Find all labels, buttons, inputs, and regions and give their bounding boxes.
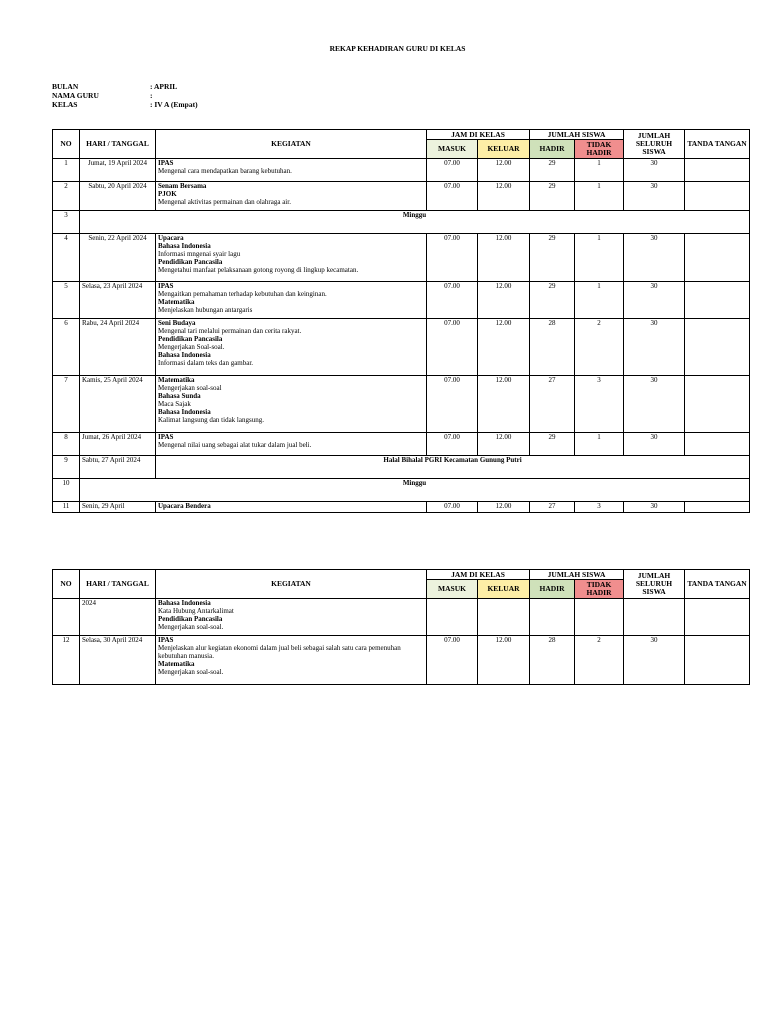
row-total-siswa: 30 (624, 319, 685, 376)
activity-description: Kata Hubung Antarkalimat (158, 607, 234, 615)
row-tidak-hadir: 1 (575, 282, 624, 319)
row-number: 9 (53, 456, 80, 479)
row-hadir: 27 (530, 502, 575, 513)
row-number: 1 (53, 159, 80, 182)
row-total-siswa: 30 (624, 502, 685, 513)
row-date: Sabtu, 27 April 2024 (80, 456, 156, 479)
row-hadir: 28 (530, 636, 575, 685)
row-hadir: 29 (530, 433, 575, 456)
row-signature (685, 636, 750, 685)
activity-description: Informasi dalam teks dan gambar. (158, 359, 254, 367)
row-hadir: 29 (530, 234, 575, 282)
row-hadir: 28 (530, 319, 575, 376)
row-total-siswa: 30 (624, 159, 685, 182)
table-body (53, 159, 750, 513)
subject-name: Matematika (158, 376, 195, 384)
row-masuk: 07.00 (427, 502, 478, 513)
header-jumlah-siswa: JUMLAH SISWA (530, 570, 624, 580)
activity-description: Menjelaskan alur kegiatan ekonomi dalam jual beli sebagai salah satu cara pemenuhan kebutuhan manusia. (158, 644, 401, 660)
table-body (53, 599, 750, 685)
row-number: 6 (53, 319, 80, 376)
row-masuk: 07.00 (427, 182, 478, 211)
activity-description: Kalimat langsung dan tidak langsung. (158, 416, 264, 424)
row-number: 7 (53, 376, 80, 433)
row-date: Senin, 29 April (80, 502, 156, 513)
row-number: 8 (53, 433, 80, 456)
meta-value: : IV A (Empat) (150, 100, 198, 109)
row-number (53, 599, 80, 636)
row-signature (685, 182, 750, 211)
row-keluar: 12.00 (478, 376, 530, 433)
row-total-siswa: 30 (624, 282, 685, 319)
row-keluar: 12.00 (478, 282, 530, 319)
row-signature (685, 433, 750, 456)
row-signature (685, 282, 750, 319)
activity-description: Menjelaskan hubungan antargaris (158, 306, 253, 314)
row-date: Jumat, 19 April 2024 (80, 159, 156, 182)
subject-name: Pendidikan Pancasila (158, 258, 223, 266)
subject-name: IPAS (158, 159, 174, 167)
header-kegiatan: KEGIATAN (156, 130, 427, 159)
activity-description: Mengerjakan soal-soal (158, 384, 222, 392)
table-row (53, 211, 750, 234)
subject-name: Bahasa Indonesia (158, 599, 211, 607)
row-keluar: 12.00 (478, 182, 530, 211)
subject-name: Senam Bersama (158, 182, 207, 190)
row-masuk: 07.00 (427, 319, 478, 376)
table-header (53, 130, 750, 159)
meta-row-kelas (52, 100, 198, 109)
subject-name: Upacara (158, 234, 184, 242)
table-row (53, 234, 750, 282)
activity-description: Mengenal cara mendapatkan barang kebutuhan. (158, 167, 292, 175)
header-no: NO (53, 570, 80, 599)
row-activities (156, 159, 427, 182)
row-total-siswa: 30 (624, 636, 685, 685)
subject-name: Bahasa Indonesia (158, 408, 211, 416)
row-number: 11 (53, 502, 80, 513)
row-number: 4 (53, 234, 80, 282)
subject-name: IPAS (158, 636, 174, 644)
row-signature (685, 319, 750, 376)
row-number: 5 (53, 282, 80, 319)
row-activities (156, 376, 427, 433)
row-keluar: 12.00 (478, 159, 530, 182)
row-date: Selasa, 23 April 2024 (80, 282, 156, 319)
row-number: 3 (53, 211, 80, 234)
row-hadir: 27 (530, 376, 575, 433)
row-activities (156, 234, 427, 282)
row-number: 2 (53, 182, 80, 211)
row-tidak-hadir: 3 (575, 376, 624, 433)
row-date: Jumat, 26 April 2024 (80, 433, 156, 456)
activity-description: Mengetahui manfaat pelaksanaan gotong royong di lingkup kecamatan. (158, 266, 359, 274)
subject-name: Pendidikan Pancasila (158, 615, 223, 623)
subject-name: Seni Budaya (158, 319, 196, 327)
header-kegiatan: KEGIATAN (156, 570, 427, 599)
table-row (53, 433, 750, 456)
subject-name: Matematika (158, 298, 195, 306)
table-row (53, 456, 750, 479)
header-hadir: HADIR (530, 580, 575, 599)
row-activities (156, 599, 427, 636)
document-title: REKAP KEHADIRAN GURU DI KELAS (329, 44, 466, 53)
meta-label: BULAN (52, 82, 79, 91)
row-activities (156, 433, 427, 456)
row-keluar: 12.00 (478, 636, 530, 685)
row-masuk: 07.00 (427, 234, 478, 282)
row-tidak-hadir (575, 599, 624, 636)
activity-description: Mengenal tari melalui permainan dan cerita rakyat. (158, 327, 302, 335)
subject-name: Pendidikan Pancasila (158, 335, 223, 343)
table-row (53, 182, 750, 211)
activity-description: Mengaitkan pemahaman terhadap kebutuhan dan keinginan. (158, 290, 327, 298)
row-date: Kamis, 25 April 2024 (80, 376, 156, 433)
row-date: 2024 (80, 599, 156, 636)
activity-description: Mengenal aktivitas permainan dan olahraga air. (158, 198, 291, 206)
header-tanda-tangan: TANDA TANGAN (685, 570, 750, 599)
header-tidak-hadir: TIDAK HADIR (575, 140, 624, 159)
row-activities (156, 502, 427, 513)
meta-row-bulan (52, 82, 198, 91)
row-note: Halal Bihalal PGRI Kecamatan Gunung Putri (156, 456, 750, 479)
row-keluar: 12.00 (478, 433, 530, 456)
row-tidak-hadir: 1 (575, 159, 624, 182)
row-hadir: 29 (530, 159, 575, 182)
header-masuk: MASUK (427, 140, 478, 159)
table-header (53, 570, 750, 599)
table-row (53, 636, 750, 685)
header-keluar: KELUAR (478, 140, 530, 159)
document-meta (52, 82, 198, 109)
activity-description: Mengerjakan soal-soal. (158, 668, 224, 676)
table-row (53, 282, 750, 319)
subject-name: IPAS (158, 433, 174, 441)
activity-description: Mengerjakan soal-soal. (158, 623, 224, 631)
row-date: Senin, 22 April 2024 (80, 234, 156, 282)
meta-value: : (150, 91, 153, 100)
attendance-table-page-1 (52, 129, 750, 513)
row-keluar: 12.00 (478, 234, 530, 282)
row-masuk (427, 599, 478, 636)
activity-description: Mengerjakan Soal-soal. (158, 343, 225, 351)
subject-name: Matematika (158, 660, 195, 668)
row-hadir (530, 599, 575, 636)
subject-name: IPAS (158, 282, 174, 290)
row-activities (156, 636, 427, 685)
row-signature (685, 502, 750, 513)
meta-value: : APRIL (150, 82, 178, 91)
header-no: NO (53, 130, 80, 159)
row-number: 10 (53, 479, 80, 502)
subject-name: PJOK (158, 190, 177, 198)
activity-description: Mengenal nilai uang sebagai alat tukar dalam jual beli. (158, 441, 312, 449)
row-signature (685, 376, 750, 433)
row-tidak-hadir: 1 (575, 234, 624, 282)
row-tidak-hadir: 2 (575, 636, 624, 685)
row-signature (685, 159, 750, 182)
row-tidak-hadir: 1 (575, 182, 624, 211)
row-keluar: 12.00 (478, 502, 530, 513)
row-date: Selasa, 30 April 2024 (80, 636, 156, 685)
header-hari-tanggal: HARI / TANGGAL (80, 570, 156, 599)
row-signature (685, 599, 750, 636)
row-hadir: 29 (530, 282, 575, 319)
meta-label: KELAS (52, 100, 78, 109)
header-tanda-tangan: TANDA TANGAN (685, 130, 750, 159)
activity-description: Maca Sajak (158, 400, 191, 408)
row-activities (156, 319, 427, 376)
row-masuk: 07.00 (427, 433, 478, 456)
attendance-table-page-2 (52, 569, 750, 685)
row-total-siswa (624, 599, 685, 636)
table-row (53, 376, 750, 433)
header-jam-di-kelas: JAM DI KELAS (427, 570, 530, 580)
row-tidak-hadir: 3 (575, 502, 624, 513)
header-masuk: MASUK (427, 580, 478, 599)
subject-name: Bahasa Indonesia (158, 242, 211, 250)
row-hadir: 29 (530, 182, 575, 211)
row-masuk: 07.00 (427, 159, 478, 182)
row-activities (156, 282, 427, 319)
row-total-siswa: 30 (624, 234, 685, 282)
row-date: Sabtu, 20 April 2024 (80, 182, 156, 211)
meta-row-nama-guru (52, 91, 198, 100)
table-row (53, 159, 750, 182)
row-date: Rabu, 24 April 2024 (80, 319, 156, 376)
row-total-siswa: 30 (624, 182, 685, 211)
row-tidak-hadir: 1 (575, 433, 624, 456)
subject-name: Bahasa Indonesia (158, 351, 211, 359)
row-note: Minggu (80, 479, 750, 502)
subject-name: Upacara Bendera (158, 502, 211, 510)
row-masuk: 07.00 (427, 376, 478, 433)
row-number: 12 (53, 636, 80, 685)
row-masuk: 07.00 (427, 282, 478, 319)
row-keluar (478, 599, 530, 636)
activity-description: Informasi mngenai syair lagu (158, 250, 241, 258)
header-hari-tanggal: HARI / TANGGAL (80, 130, 156, 159)
table-row (53, 502, 750, 513)
subject-name: Bahasa Sunda (158, 392, 201, 400)
header-jumlah-seluruh-siswa: JUMLAH SELURUH SISWA (624, 570, 685, 599)
header-jumlah-siswa: JUMLAH SISWA (530, 130, 624, 140)
row-activities (156, 182, 427, 211)
header-tidak-hadir: TIDAK HADIR (575, 580, 624, 599)
row-keluar: 12.00 (478, 319, 530, 376)
header-hadir: HADIR (530, 140, 575, 159)
table-row (53, 599, 750, 636)
header-keluar: KELUAR (478, 580, 530, 599)
row-total-siswa: 30 (624, 433, 685, 456)
header-jumlah-seluruh-siswa: JUMLAH SELURUH SISWA (624, 130, 685, 159)
header-jam-di-kelas: JAM DI KELAS (427, 130, 530, 140)
table-row (53, 319, 750, 376)
row-total-siswa: 30 (624, 376, 685, 433)
table-row (53, 479, 750, 502)
row-signature (685, 234, 750, 282)
meta-label: NAMA GURU (52, 91, 99, 100)
row-masuk: 07.00 (427, 636, 478, 685)
row-tidak-hadir: 2 (575, 319, 624, 376)
row-note: Minggu (80, 211, 750, 234)
